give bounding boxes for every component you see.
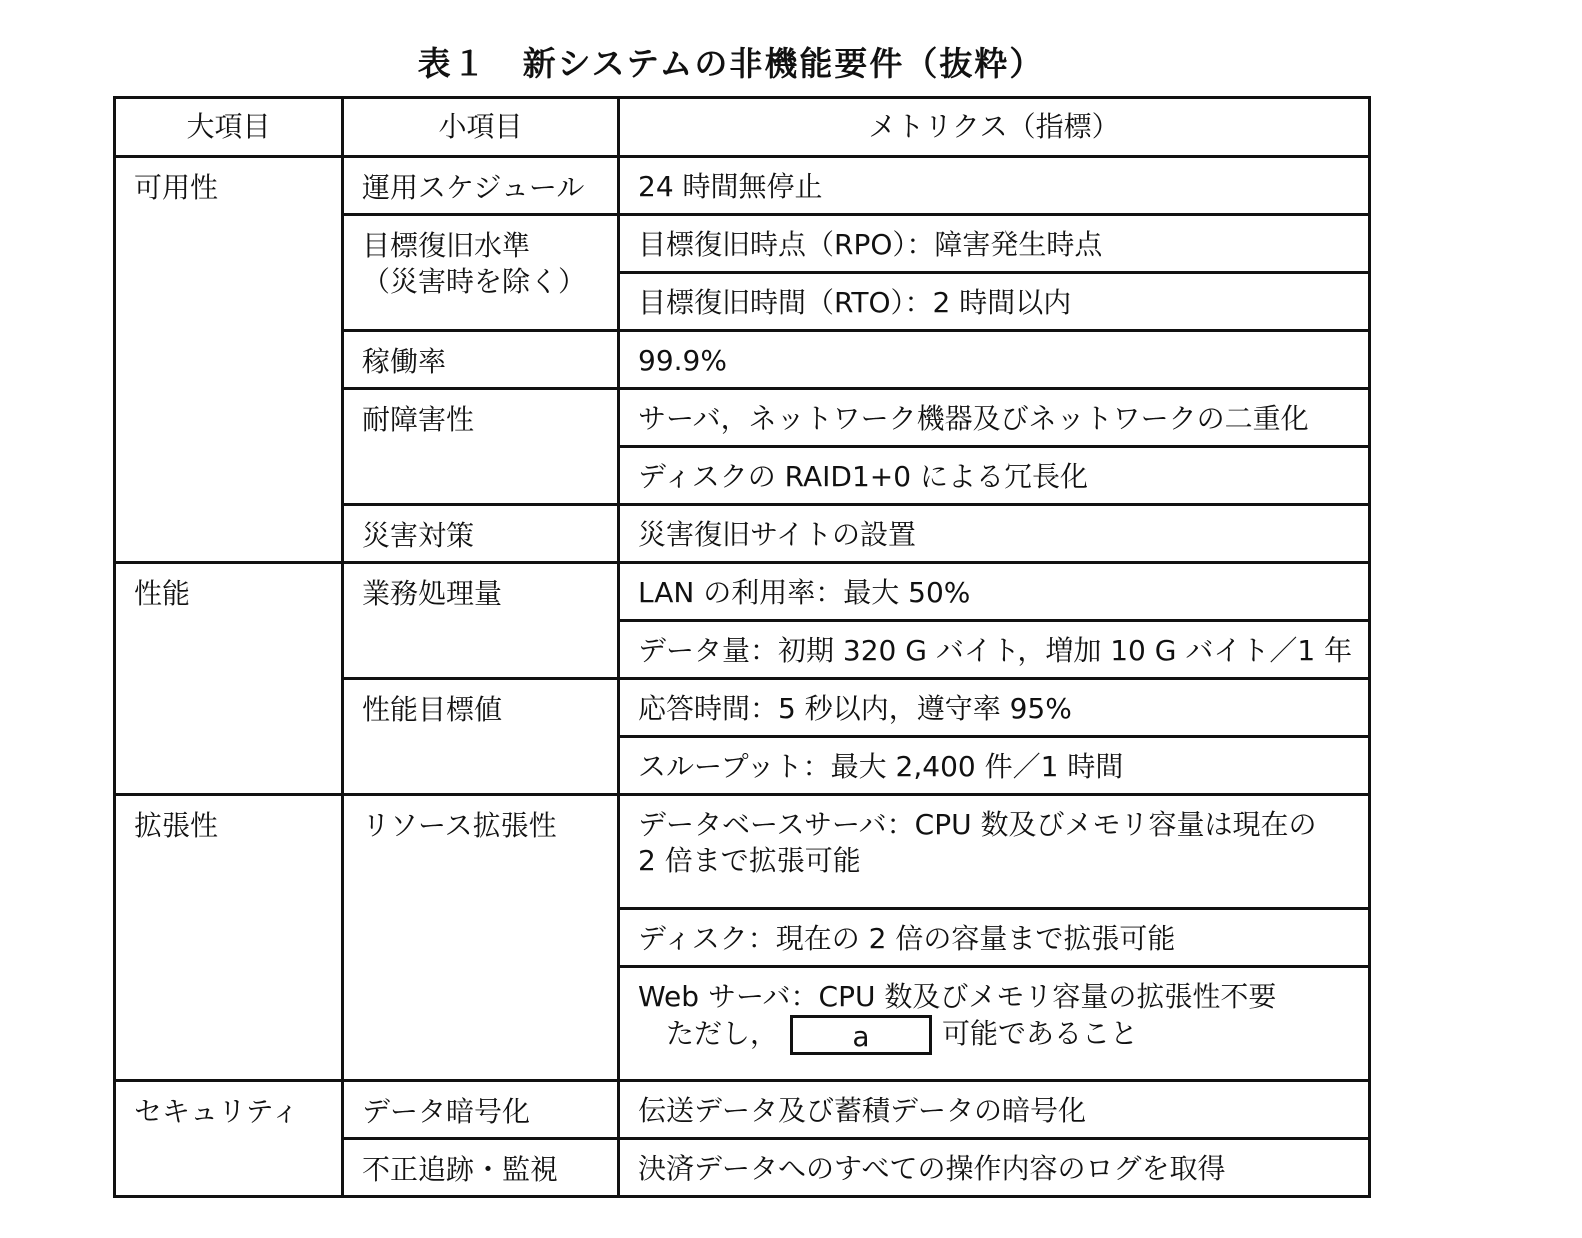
header-row — [115, 98, 1370, 157]
metric-cell: Web サーバ：CPU 数及びメモリ容量の拡張性不要 ただし， a 可能であること — [619, 967, 1370, 1081]
metric-cell: 目標復旧時点（RPO）：障害発生時点 — [619, 215, 1370, 273]
metric-cell: 応答時間：5 秒以内，遵守率 95% — [619, 679, 1370, 737]
table-title: 表１ 新システムの非機能要件（抜粋） — [417, 44, 1045, 83]
minor-item: 稼働率 — [343, 331, 619, 389]
metric-cell: 99.9% — [619, 331, 1370, 389]
metric-cell: ディスク：現在の 2 倍の容量まで拡張可能 — [619, 909, 1370, 967]
metric-cell: 24 時間無停止 — [619, 157, 1370, 215]
minor-item: 業務処理量 — [343, 563, 619, 679]
answer-blank-a: a — [790, 1015, 932, 1055]
major-category-availability: 可用性 — [115, 157, 343, 563]
table-row — [115, 1081, 1370, 1139]
minor-item: データ暗号化 — [343, 1081, 619, 1139]
table-row — [115, 157, 1370, 215]
metric-cell: データベースサーバ：CPU 数及びメモリ容量は現在の 2 倍まで拡張可能 — [619, 795, 1370, 909]
minor-item: リソース拡張性 — [343, 795, 619, 1081]
major-category-security: セキュリティ — [115, 1081, 343, 1197]
metric-cell: スループット：最大 2,400 件／1 時間 — [619, 737, 1370, 795]
major-category-scalability: 拡張性 — [115, 795, 343, 1081]
header-metric: メトリクス（指標） — [619, 98, 1370, 157]
minor-item: 耐障害性 — [343, 389, 619, 505]
metric-cell: 目標復旧時間（RTO）：2 時間以内 — [619, 273, 1370, 331]
metric-cell: 伝送データ及び蓄積データの暗号化 — [619, 1081, 1370, 1139]
minor-item: 災害対策 — [343, 505, 619, 563]
metric-cell: データ量：初期 320 G バイト，増加 10 G バイト／1 年 — [619, 621, 1370, 679]
table-row — [115, 563, 1370, 621]
metric-cell: LAN の利用率：最大 50% — [619, 563, 1370, 621]
header-major: 大項目 — [115, 98, 343, 157]
requirements-table — [113, 96, 1371, 1198]
header-minor: 小項目 — [343, 98, 619, 157]
metric-cell: 災害復旧サイトの設置 — [619, 505, 1370, 563]
metric-cell: ディスクの RAID1+0 による冗長化 — [619, 447, 1370, 505]
metric-cell: 決済データへのすべての操作内容のログを取得 — [619, 1139, 1370, 1197]
minor-item: 性能目標値 — [343, 679, 619, 795]
metric-cell: サーバ，ネットワーク機器及びネットワークの二重化 — [619, 389, 1370, 447]
blank-sentence: ただし， a 可能であること — [666, 1017, 1139, 1053]
minor-item: 運用スケジュール — [343, 157, 619, 215]
table-row — [115, 795, 1370, 909]
minor-item: 不正追跡・監視 — [343, 1139, 619, 1197]
minor-item: 目標復旧水準 （災害時を除く） — [343, 215, 619, 331]
major-category-performance: 性能 — [115, 563, 343, 795]
